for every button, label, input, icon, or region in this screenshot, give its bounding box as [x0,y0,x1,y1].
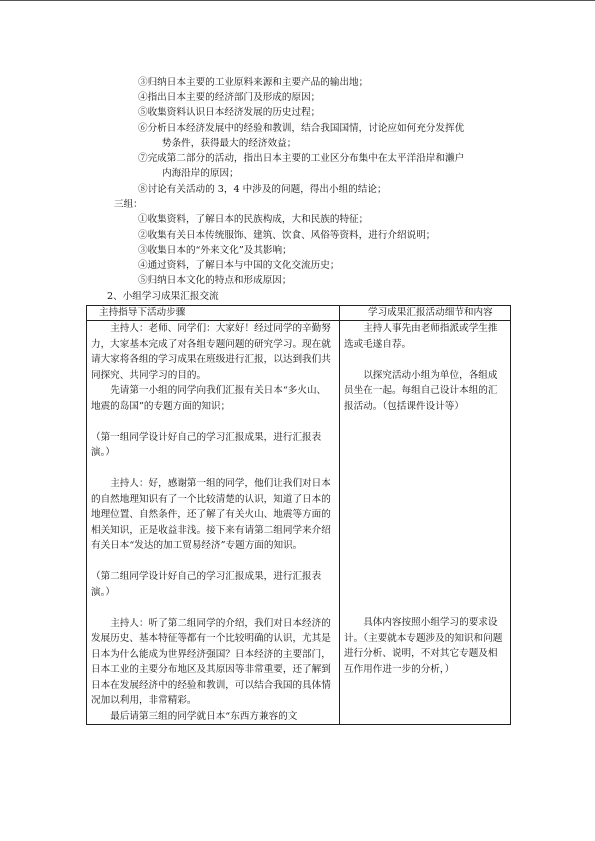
list-item-continuation: 势条件，获得最大的经济效益； [162,138,297,149]
list-item: ⑦完成第二部分的活动，指出日本主要的工业区分布集中在太平洋沿岸和濑户 [138,153,465,164]
group3-label: 三组： [114,199,143,210]
list-item-continuation: 内海沿岸的原因； [162,168,239,179]
list-item: ⑥分析日本经济发展中的经验和教训，结合我国国情，讨论应如何充分发挥优 [138,123,465,134]
table-cell-details [340,321,511,725]
host-transition-paragraph: 主持人：好，感谢第一组的同学，他们让我们对日本的自然地理知识有了一个比较清楚的认识，知道了日本的地理位置、自然条件，还了解了有关火山、地震等方面的相关知识，正是收益非浅。接下来有请第二组同学来介绍有关日本“发达的加工贸易经济”专题方面的知识。 [91,478,331,551]
list-item: ①收集资料，了解日本的民族构成，大和民族的特征； [138,214,369,225]
host-selection-note: 主持人事先由老师指派或学生推选或毛遂自荐。 [344,323,498,350]
content-design-note: 具体内容按照小组学习的要求设计。（主要就本专题涉及的知识和问题进行分析、说明，不对其它专题及相互作用作进一步的分析，） [344,617,503,675]
list-item: ③收集日本的“外来文化”及其影响； [138,245,292,256]
host-opening-paragraph: 主持人：老师、同学们：大家好！经过同学的辛勤努力，大家基本完成了对各组专题问题的研究学习。现在就请大家将各组的学习成果在班级进行汇报，以达到我们共同探究、共同学习的目的。 [91,323,331,381]
section-heading: 2、小组学习成果汇报交流 [107,291,219,302]
list-item: ③归纳日本主要的工业原料来源和主要产品的输出地； [138,77,369,88]
list-item: ④指出日本主要的经济部门及形成的原因； [138,92,321,103]
table-header-left: 主持指导下活动步骤 [87,306,340,321]
group-seating-note: 以探究活动小组为单位，各组成员坐在一起。每组自己设计本组的汇报活动。（包括课件设计等） [344,369,498,412]
group2-report-note: （第二组同学设计好自己的学习汇报成果，进行汇报表演。） [91,571,322,598]
list-item: ⑧讨论有关活动的 3，4 中涉及的问题，得出小组的结论； [138,184,387,195]
activity-table [86,305,511,725]
table-header-row [87,306,511,321]
group1-report-note: （第一组同学设计好自己的学习汇报成果，进行汇报表演。） [91,431,322,458]
host-summary-paragraph: 主持人：听了第二组同学的介绍，我们对日本经济的发展历史、基本特征等都有一个比较明确的认识，尤其是日本为什么能成为世界经济强国？日本经济的主要部门，日本工业的主要分布地区及其原因等非常重要，还了解到日本在发展经济中的经验和教训，可以结合我国的具体情况加以利用，非常精彩。 [91,617,331,706]
table-header-right: 学习成果汇报活动细节和内容 [340,306,511,321]
table-cell-steps [87,321,340,725]
list-item: ⑤收集资料认识日本经济发展的历史过程； [138,107,321,118]
group3-invite-paragraph: 最后请第三组的同学就日本“东西方兼容的文 [110,710,298,722]
list-item: ④通过资料，了解日本与中国的文化交流历史； [138,260,340,271]
table-row [87,321,511,725]
list-item: ⑤归纳日本文化的特点和形成原因； [138,275,292,286]
top-rule [0,0,595,1]
group1-invite-paragraph: 先请第一小组的同学向我们汇报有关日本“多火山、地震的岛国”的专题方面的知识； [91,385,327,412]
list-item: ②收集有关日本传统服饰、建筑、饮食、风俗等资料，进行介绍说明； [138,230,436,241]
